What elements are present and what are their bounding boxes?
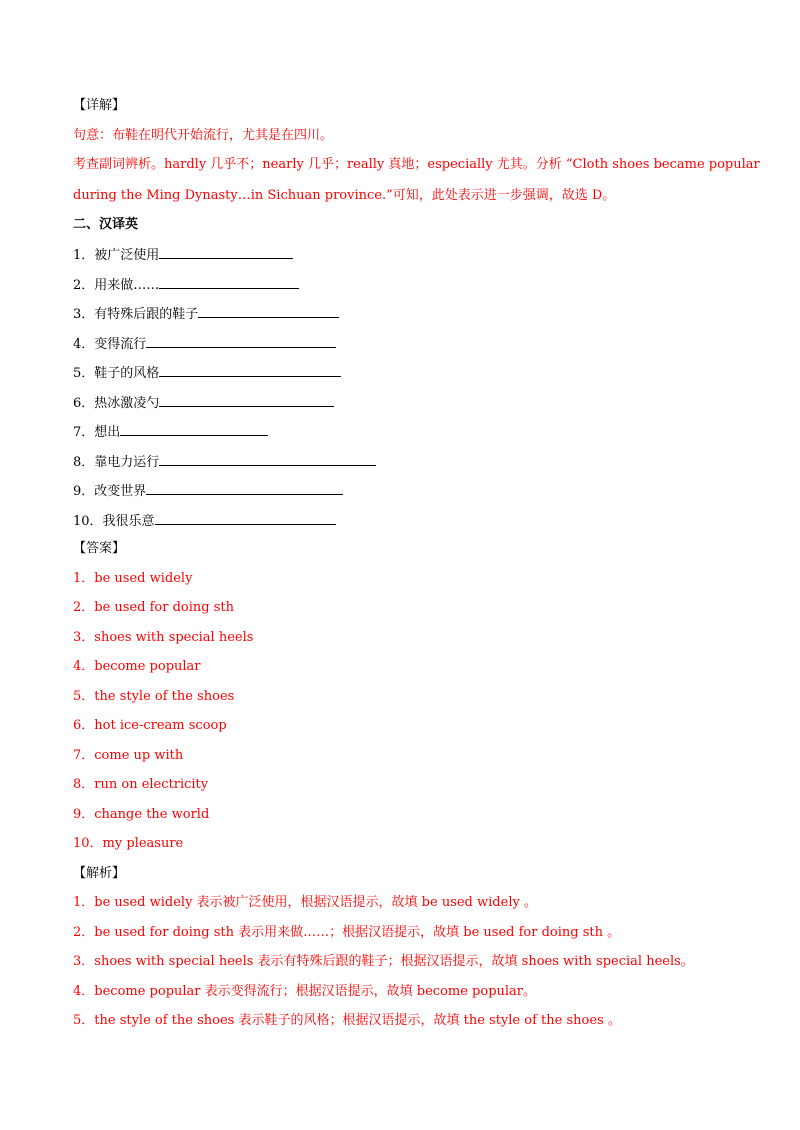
detail-line-1: 句意：布鞋在明代开始流行，尤其是在四川。 (73, 128, 334, 143)
analysis-item: 4．become popular 表示变得流行；根据汉语提示，故填 become popular。 (73, 984, 537, 999)
item-number: 9． (73, 484, 95, 499)
translation-item (73, 512, 336, 530)
answer-blank[interactable] (159, 276, 299, 289)
detail-line-3: during the Ming Dynasty…in Sichuan province.”可知，此处表示进一步强调，故选 D。 (73, 188, 616, 203)
translation-item (73, 364, 341, 382)
item-number: 2． (73, 278, 95, 293)
item-number: 10． (73, 514, 103, 529)
item-prompt: 改变世界 (94, 484, 147, 499)
answer-blank[interactable] (146, 335, 336, 348)
answer-item: 1．be used widely (73, 571, 193, 586)
item-prompt: 热冰激凌勺 (94, 396, 160, 411)
analysis-item: 3．shoes with special heels 表示有特殊后跟的鞋子；根据汉语提示，故填 shoes with special heels。 (73, 954, 694, 969)
analysis-item: 2．be used for doing sth 表示用来做……；根据汉语提示，故填 be used for doing sth 。 (73, 925, 621, 940)
item-prompt: 想出 (94, 425, 121, 440)
answer-blank[interactable] (155, 512, 336, 525)
answer-item: 4．become popular (73, 659, 201, 674)
analysis-item: 1．be used widely 表示被广泛使用，根据汉语提示，故填 be used widely 。 (73, 895, 537, 910)
answer-item: 9．change the world (73, 807, 210, 822)
answer-blank[interactable] (159, 453, 376, 466)
answer-item: 6．hot ice-cream scoop (73, 718, 227, 733)
translation-item (73, 482, 343, 500)
item-number: 5． (73, 366, 95, 381)
item-prompt: 我很乐意 (102, 514, 155, 529)
translation-item (73, 423, 268, 441)
translation-item (73, 335, 336, 353)
answer-blank[interactable] (120, 423, 268, 436)
analysis-header: 【解析】 (73, 866, 126, 881)
answer-header: 【答案】 (73, 541, 126, 556)
answer-blank[interactable] (159, 364, 341, 377)
answer-blank[interactable] (198, 305, 339, 318)
analysis-item: 5．the style of the shoes 表示鞋子的风格；根据汉语提示，故填 the style of the shoes 。 (73, 1013, 621, 1028)
item-number: 8． (73, 455, 95, 470)
answer-blank[interactable] (159, 246, 293, 259)
item-number: 1． (73, 248, 95, 263)
item-prompt: 鞋子的风格 (94, 366, 160, 381)
answer-item: 7．come up with (73, 748, 184, 763)
item-number: 4． (73, 337, 95, 352)
answer-item: 10．my pleasure (73, 836, 184, 851)
item-number: 6． (73, 396, 95, 411)
detail-header: 【详解】 (73, 98, 126, 113)
translation-item (73, 305, 339, 323)
item-number: 3． (73, 307, 95, 322)
detail-line-2: 考查副词辨析。hardly 几乎不；nearly 几乎；really 真地；especially 尤其。分析 “Cloth shoes became popular (73, 157, 760, 172)
item-prompt: 变得流行 (94, 337, 147, 352)
item-prompt: 有特殊后跟的鞋子 (94, 307, 199, 322)
item-prompt: 用来做…… (94, 278, 160, 293)
answer-item: 3．shoes with special heels (73, 630, 254, 645)
answer-blank[interactable] (159, 394, 334, 407)
item-number: 7． (73, 425, 95, 440)
translation-item (73, 394, 334, 412)
translation-item (73, 453, 376, 471)
answer-item: 8．run on electricity (73, 777, 209, 792)
translation-item (73, 246, 293, 264)
translation-item (73, 276, 299, 294)
item-prompt: 靠电力运行 (94, 455, 160, 470)
answer-blank[interactable] (146, 482, 343, 495)
item-prompt: 被广泛使用 (94, 248, 160, 263)
answer-item: 5．the style of the shoes (73, 689, 235, 704)
translation-title: 二、汉译英 (73, 217, 139, 232)
answer-item: 2．be used for doing sth (73, 600, 234, 615)
